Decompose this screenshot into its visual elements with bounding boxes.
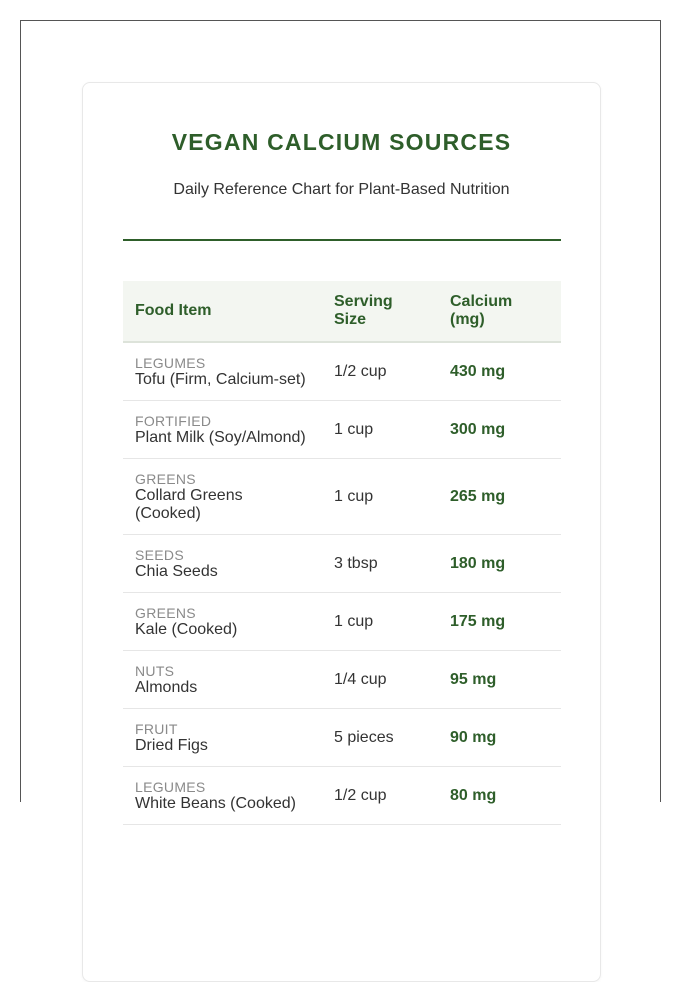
food-item-cell <box>123 459 322 535</box>
food-category: GREENS <box>135 470 196 487</box>
food-name: Almonds <box>135 678 198 696</box>
serving-size-cell: 1/2 cup <box>322 767 438 825</box>
reference-card <box>82 82 601 982</box>
calcium-cell: 430 mg <box>438 342 561 401</box>
food-name: Plant Milk (Soy/Almond) <box>135 428 306 446</box>
column-header-calcium: Calcium (mg) <box>438 281 561 342</box>
food-name: Tofu (Firm, Calcium-set) <box>135 370 306 388</box>
table-row <box>123 535 561 593</box>
page-title: VEGAN CALCIUM SOURCES <box>171 129 512 155</box>
calcium-cell: 175 mg <box>438 593 561 651</box>
serving-size-cell: 3 tbsp <box>322 535 438 593</box>
food-category: FRUIT <box>135 720 178 737</box>
food-item-cell <box>123 651 322 709</box>
food-name: Kale (Cooked) <box>135 620 238 638</box>
table-header-row <box>123 281 561 342</box>
calcium-cell: 90 mg <box>438 709 561 767</box>
column-header-serving-size: Serving Size <box>322 281 438 342</box>
table-row <box>123 767 561 825</box>
food-name: Collard Greens (Cooked) <box>135 486 243 522</box>
calcium-table <box>123 281 561 825</box>
food-category: NUTS <box>135 662 175 679</box>
page-subtitle: Daily Reference Chart for Plant-Based Nutrition <box>173 181 510 198</box>
serving-size-cell: 1 cup <box>322 593 438 651</box>
page-frame <box>20 20 661 812</box>
calcium-cell: 180 mg <box>438 535 561 593</box>
table-row <box>123 593 561 651</box>
food-name: Chia Seeds <box>135 562 218 580</box>
title-divider <box>123 239 561 241</box>
food-item-cell <box>123 535 322 593</box>
food-category: LEGUMES <box>135 354 206 371</box>
food-category: GREENS <box>135 604 196 621</box>
food-category: FORTIFIED <box>135 412 212 429</box>
table-row <box>123 651 561 709</box>
calcium-cell: 95 mg <box>438 651 561 709</box>
table-row <box>123 342 561 401</box>
food-item-cell <box>123 342 322 401</box>
serving-size-cell: 1 cup <box>322 459 438 535</box>
serving-size-cell: 1 cup <box>322 401 438 459</box>
food-item-cell <box>123 401 322 459</box>
calcium-cell: 80 mg <box>438 767 561 825</box>
table-row <box>123 401 561 459</box>
column-header-food-item: Food Item <box>123 281 322 342</box>
serving-size-cell: 5 pieces <box>322 709 438 767</box>
table-header <box>123 281 561 342</box>
food-item-cell <box>123 593 322 651</box>
food-name: Dried Figs <box>135 736 208 754</box>
table-row <box>123 709 561 767</box>
food-item-cell <box>123 709 322 767</box>
food-category: SEEDS <box>135 546 184 563</box>
calcium-cell: 265 mg <box>438 459 561 535</box>
table-row <box>123 459 561 535</box>
food-category: LEGUMES <box>135 778 206 795</box>
table-body <box>123 342 561 825</box>
food-name: White Beans (Cooked) <box>135 794 296 812</box>
serving-size-cell: 1/4 cup <box>322 651 438 709</box>
food-item-cell <box>123 767 322 825</box>
serving-size-cell: 1/2 cup <box>322 342 438 401</box>
calcium-cell: 300 mg <box>438 401 561 459</box>
